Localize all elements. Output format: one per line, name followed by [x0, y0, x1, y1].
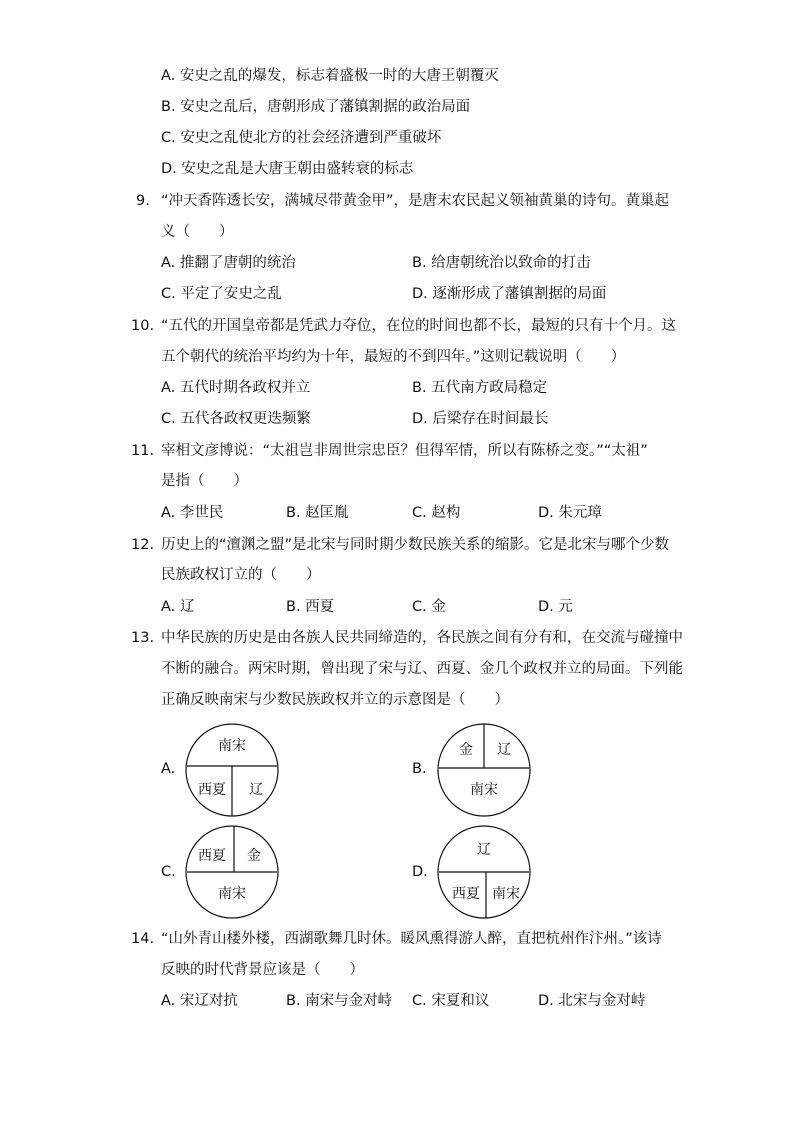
- q13-figure-c-diagram: [184, 824, 280, 920]
- region-top-left: 西夏: [198, 848, 226, 864]
- q8-option-d: D. 安史之乱是大唐王朝由盛转衰的标志: [161, 161, 414, 177]
- q10-stem-line1: “五代的开国皇帝都是凭武力夺位，在位的时间也都不长，最短的只有十个月。这: [161, 318, 677, 334]
- q10-option-d: D. 后梁存在时间最长: [412, 411, 549, 427]
- q8-option-a: A. 安史之乱的爆发，标志着盛极一时的大唐王朝覆灭: [161, 68, 499, 84]
- q14-option-c: C. 宋夏和议: [412, 993, 490, 1009]
- region-bottom-left: 西夏: [452, 886, 480, 902]
- q13-number: 13.: [131, 630, 155, 646]
- q11-stem-line1: 宰相文彦博说：“太祖岂非周世宗忠臣？但得军情，所以有陈桥之变。”“太祖”: [161, 443, 648, 459]
- q10-option-b: B. 五代南方政局稳定: [412, 380, 548, 396]
- q10-number: 10.: [131, 318, 155, 334]
- q11-number: 11.: [131, 443, 155, 459]
- q14-option-a: A. 宋辽对抗: [161, 993, 238, 1009]
- q9-stem-line2: 义（ ）: [161, 224, 234, 240]
- q13-figure-d-diagram: [436, 824, 532, 920]
- q8-option-b: B. 安史之乱后，唐朝形成了藩镇割据的政治局面: [161, 99, 471, 115]
- region-bottom-right: 辽: [249, 782, 263, 798]
- q14-option-d: D. 北宋与金对峙: [538, 993, 646, 1009]
- q12-option-a: A. 辽: [161, 599, 195, 615]
- region-top-left: 金: [459, 742, 473, 758]
- q13-figure-b-label: B.: [412, 761, 427, 777]
- q13-stem-line1: 中华民族的历史是由各族人民共同缔造的，各民族之间有分有和，在交流与碰撞中: [161, 630, 683, 646]
- region-top: 辽: [477, 842, 491, 858]
- q14-number: 14.: [131, 931, 155, 947]
- q9-number: 9.: [136, 193, 150, 209]
- q10-option-a: A. 五代时期各政权并立: [161, 380, 311, 396]
- q14-stem-line2: 反映的时代背景应该是（ ）: [161, 962, 364, 978]
- q10-option-c: C. 五代各政权更迭频繁: [161, 411, 311, 427]
- region-bottom: 南宋: [470, 782, 498, 798]
- q11-option-d: D. 朱元璋: [538, 505, 602, 521]
- q12-option-d: D. 元: [538, 599, 573, 615]
- q13-figure-b-diagram: [436, 722, 532, 818]
- q12-stem-line2: 民族政权订立的（ ）: [161, 567, 321, 583]
- region-top-right: 金: [247, 848, 261, 864]
- region-bottom: 南宋: [218, 886, 246, 902]
- q9-option-a: A. 推翻了唐朝的统治: [161, 255, 296, 271]
- q12-option-b: B. 西夏: [286, 599, 335, 615]
- q9-option-d: D. 逐渐形成了藩镇割据的局面: [412, 286, 607, 302]
- region-bottom-left: 西夏: [198, 782, 226, 798]
- q9-option-c: C. 平定了安史之乱: [161, 286, 282, 302]
- q13-figure-c-label: C.: [161, 864, 176, 880]
- q12-option-c: C. 金: [412, 599, 446, 615]
- region-top: 南宋: [218, 738, 246, 754]
- q14-option-b: B. 南宋与金对峙: [286, 993, 393, 1009]
- q9-stem-line1: “冲天香阵透长安，满城尽带黄金甲”，是唐末农民起义领袖黄巢的诗句。黄巢起: [161, 193, 670, 209]
- q13-figure-a-label: A.: [161, 761, 176, 777]
- q12-number: 12.: [131, 537, 155, 553]
- q13-stem-line2: 不断的融合。两宋时期，曾出现了宋与辽、西夏、金几个政权并立的局面。下列能: [161, 661, 683, 677]
- q13-figure-d-label: D.: [412, 864, 428, 880]
- region-top-right: 辽: [497, 742, 511, 758]
- region-bottom-right: 南宋: [492, 886, 520, 902]
- q9-option-b: B. 给唐朝统治以致命的打击: [412, 255, 591, 271]
- q13-stem-line3: 正确反映南宋与少数民族政权并立的示意图是（ ）: [161, 692, 509, 708]
- q11-stem-line2: 是指（ ）: [161, 473, 248, 489]
- q13-figure-a-diagram: [184, 722, 280, 818]
- q11-option-a: A. 李世民: [161, 505, 224, 521]
- q11-option-c: C. 赵构: [412, 505, 461, 521]
- q12-stem-line1: 历史上的“澶渊之盟”是北宋与同时期少数民族关系的缩影。它是北宋与哪个少数: [161, 537, 670, 553]
- q11-option-b: B. 赵匡胤: [286, 505, 349, 521]
- q8-option-c: C. 安史之乱使北方的社会经济遭到严重破坏: [161, 130, 442, 146]
- q14-stem-line1: “山外青山楼外楼，西湖歌舞几时休。暖风熏得游人醉，直把杭州作汴州。”该诗: [161, 931, 662, 947]
- q10-stem-line2: 五个朝代的统治平均约为十年，最短的不到四年。”这则记载说明（ ）: [161, 349, 626, 365]
